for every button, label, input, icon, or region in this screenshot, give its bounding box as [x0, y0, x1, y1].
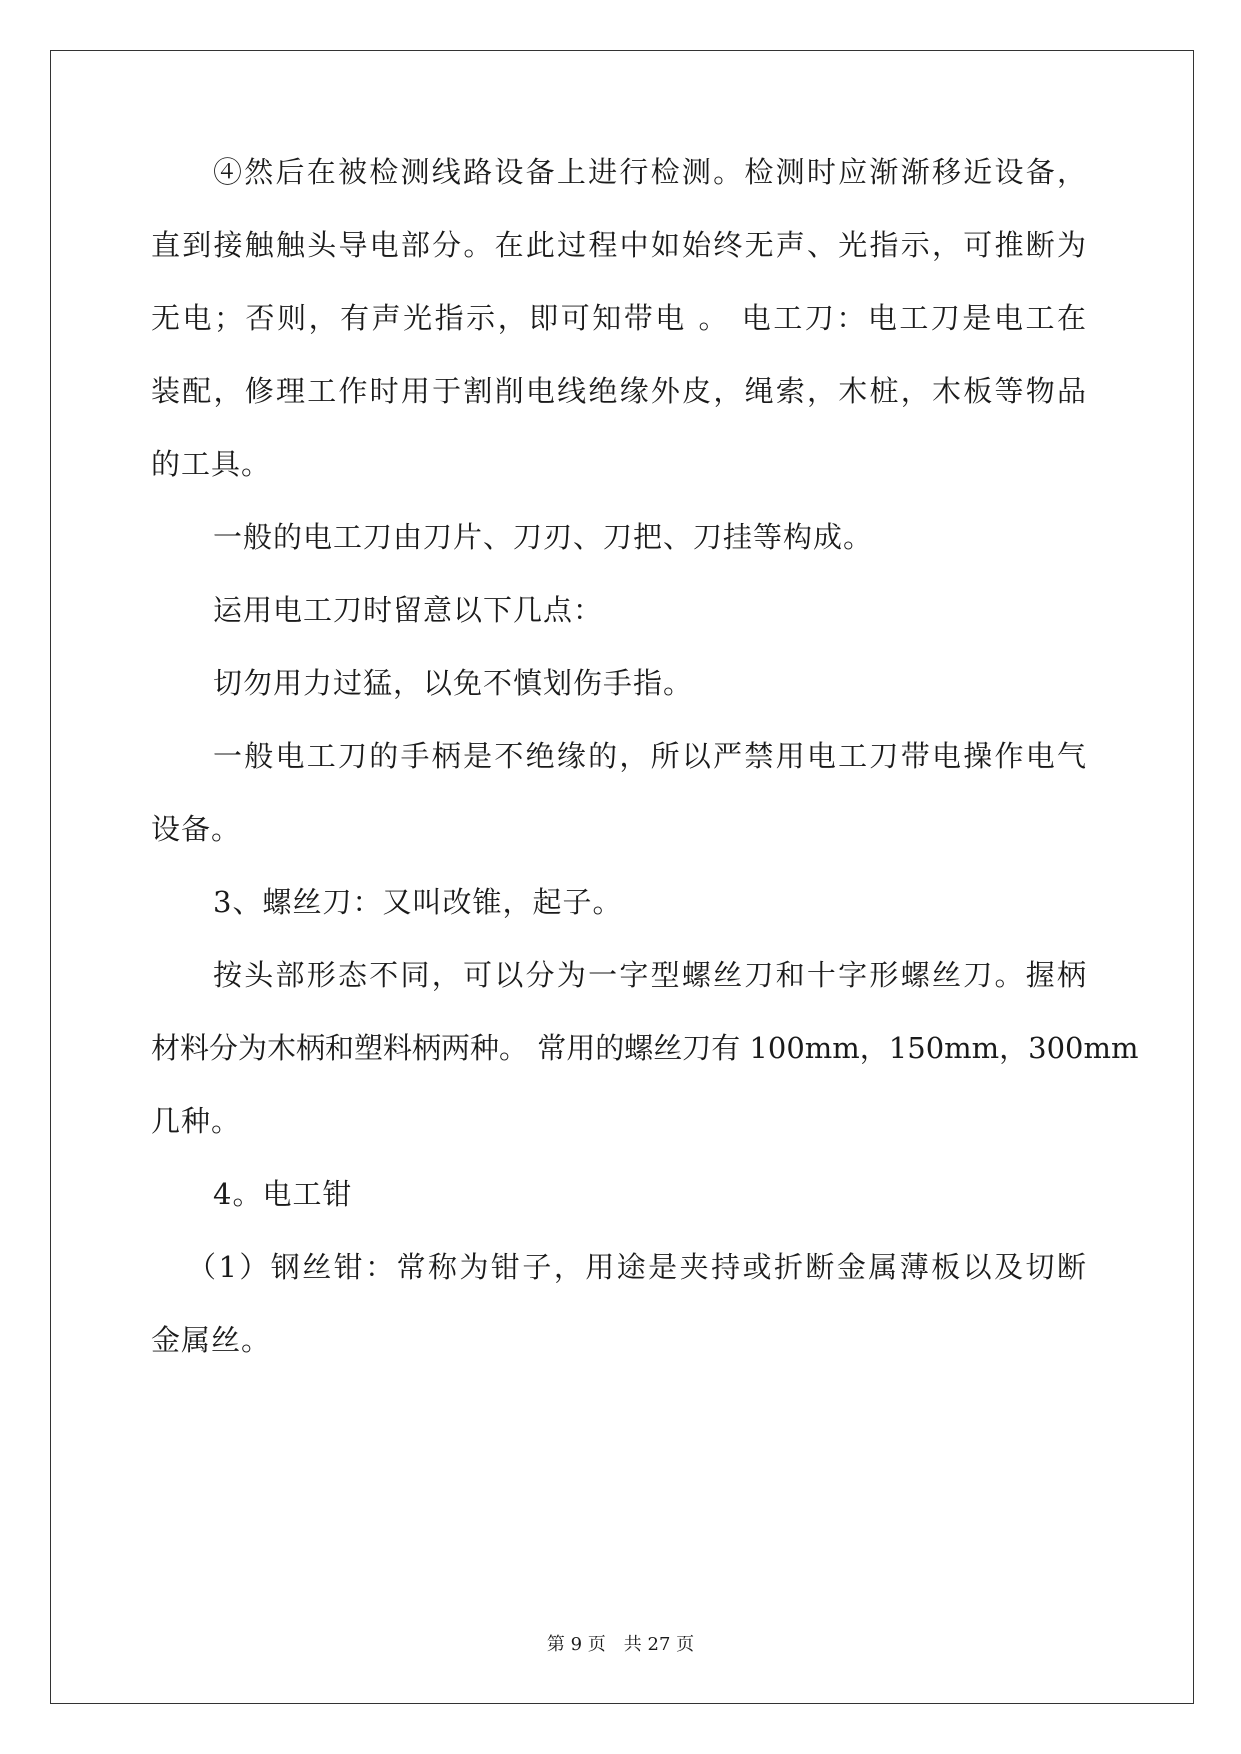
paragraph-line: 设备。	[151, 812, 242, 846]
section-heading: 3、螺丝刀：又叫改锥，起子。	[213, 885, 623, 919]
paragraph-line: ④然后在被检测线路设备上进行检测。检测时应渐渐移近设备，	[213, 155, 1086, 189]
page-number: 第 9 页	[546, 1634, 606, 1655]
paragraph-line: 一般的电工刀由刀片、刀刃、刀把、刀挂等构成。	[213, 520, 874, 554]
paragraph-line: 金属丝。	[151, 1323, 272, 1357]
paragraph-line: 无电；否则，有声光指示，即可知带电 。 电工刀：电工刀是电工在	[151, 301, 1086, 335]
section-heading: 4。电工钳	[213, 1177, 353, 1211]
page-total: 共 27 页	[623, 1634, 695, 1655]
paragraph-line: 一般电工刀的手柄是不绝缘的，所以严禁用电工刀带电操作电气	[213, 739, 1086, 773]
paragraph-line: 运用电工刀时留意以下几点：	[213, 593, 604, 627]
paragraph-line: 装配，修理工作时用于割削电线绝缘外皮，绳索，木桩，木板等物品	[151, 374, 1086, 408]
paragraph-line: （1）钢丝钳：常称为钳子，用途是夹持或折断金属薄板以及切断	[187, 1250, 1086, 1284]
paragraph-line: 材料分为木柄和塑料柄两种。 常用的螺丝刀有 100mm，150mm，300mm	[151, 1031, 1139, 1065]
paragraph-line: 切勿用力过猛，以免不慎划伤手指。	[213, 666, 694, 700]
paragraph-line: 按头部形态不同，可以分为一字型螺丝刀和十字形螺丝刀。握柄	[213, 958, 1086, 992]
paragraph-line: 直到接触触头导电部分。在此过程中如始终无声、光指示，可推断为	[151, 228, 1086, 262]
paragraph-line: 的工具。	[151, 447, 272, 481]
page-footer	[0, 1633, 1241, 1657]
paragraph-line: 几种。	[151, 1104, 242, 1138]
